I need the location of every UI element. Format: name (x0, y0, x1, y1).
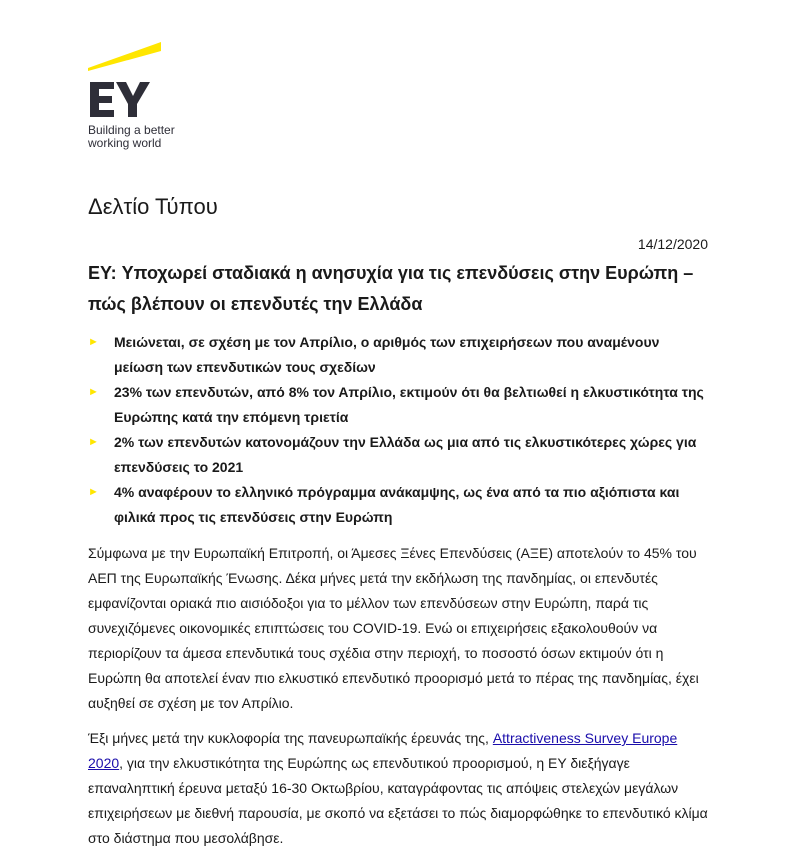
key-point-text: 23% των επενδυτών, από 8% τον Απρίλιο, εκτιμούν ότι θα βελτιωθεί η ελκυστικότητα της Ευρώπης κατά την επόμενη τριετία (114, 384, 704, 425)
ey-logo (88, 40, 188, 150)
logo-tagline (88, 124, 198, 150)
ey-logo-mark-icon (88, 40, 188, 122)
document-type-title: Δελτίο Τύπου (88, 194, 218, 219)
paragraph-2-rest: , για την ελκυστικότητα της Ευρώπης ως επενδυτικού προορισμού, η EY διεξήγαγε επαναληπτική έρευνα μεταξύ 16-30 Οκτωβρίου, καταγράφοντας τις απόψεις στελεχών μεγάλων επιχειρήσεων με διεθνή παρουσία, με σκοπό να εξετάσει το πώς διαμορφώθηκε το επενδυτικό κλίμα στο διάστημα που μεσολάβησε. (88, 755, 708, 846)
key-point-text: Μειώνεται, σε σχέση με τον Απρίλιο, ο αριθμός των επιχειρήσεων που αναμένουν μείωση των επενδυτικών τους σχεδίων (114, 334, 660, 375)
key-point (88, 380, 708, 430)
bullet-arrow-icon: ► (88, 486, 99, 498)
release-date: 14/12/2020 (637, 236, 708, 252)
key-point-text: 2% των επενδυτών κατονομάζουν την Ελλάδα ως μια από τις ελκυστικότερες χώρες για επενδύσεις το 2021 (114, 434, 697, 475)
key-point (88, 430, 708, 480)
paragraph-2-intro: Έξι μήνες μετά την κυκλοφορία της πανευρωπαϊκής έρευνάς της, (88, 730, 493, 746)
bullet-arrow-icon: ► (88, 386, 99, 398)
bullet-arrow-icon: ► (88, 336, 99, 348)
bullet-arrow-icon: ► (88, 436, 99, 448)
key-point (88, 330, 708, 380)
body-paragraph-2 (88, 726, 713, 851)
headline: EY: Υποχωρεί σταδιακά η ανησυχία για τις επενδύσεις στην Ευρώπη – πώς βλέπουν οι επενδυτές την Ελλάδα (88, 263, 694, 314)
body-paragraph-1: Σύμφωνα με την Ευρωπαϊκή Επιτροπή, οι Άμεσες Ξένες Επενδύσεις (ΑΞΕ) αποτελούν το 45% του ΑΕΠ της Ευρωπαϊκής Ένωσης. Δέκα μήνες μετά την εκδήλωση της πανδημίας, οι επενδυτές εμφανίζονται οριακά πιο αισιόδοξοι για το μέλλον των επενδύσεων στην Ευρώπη, παρά τις συνεχιζόμενες οικονομικές επιπτώσεις του COVID-19. Ενώ οι επιχειρήσεις εξακολουθούν να περιορίζουν τα άμεσα επενδυτικά τους σχέδια στην περιοχή, το ποσοστό όσων εκτιμούν ότι η Ευρώπη θα αποτελεί έναν πιο ελκυστικό επενδυτικό προορισμό μετά το πέρας της πανδημίας, έχει αυξηθεί σε σχέση με τον Απρίλιο. (88, 545, 699, 711)
key-points-list (88, 330, 708, 530)
logo-tagline-line2: working world (88, 136, 162, 150)
logo-tagline-line1: Building a better (88, 123, 175, 137)
key-point (88, 480, 708, 530)
attractiveness-survey-link[interactable]: Attractiveness Survey Europe 2020 (88, 730, 678, 771)
key-point-text: 4% αναφέρουν το ελληνικό πρόγραμμα ανάκαμψης, ως ένα από τα πιο αξιόπιστα και φιλικά προς τις επενδύσεις στην Ευρώπη (114, 484, 680, 525)
